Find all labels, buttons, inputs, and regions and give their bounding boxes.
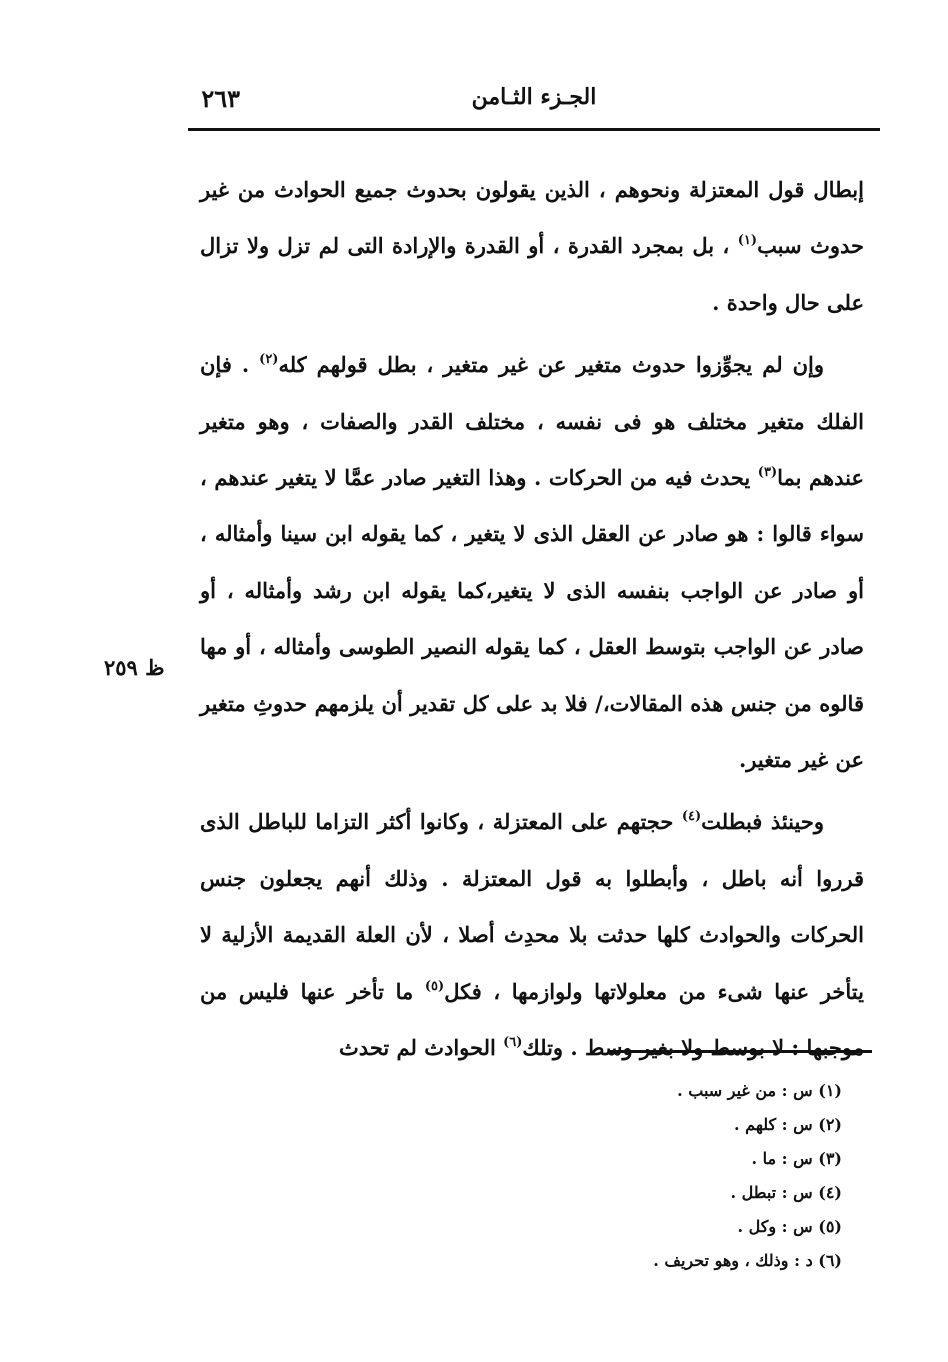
- running-title: الجـزء الثـامن: [471, 84, 597, 110]
- footnote-5: (٥) س : وكل .: [737, 1217, 842, 1236]
- text-run: ، بل بمجرد القدرة ، أو القدرة والإرادة التى لم تزل ولا تزال على حال واحدة .: [200, 233, 864, 315]
- footnote-ref-5: (٥): [424, 978, 445, 994]
- footnote-ref-2: (٢): [259, 352, 279, 368]
- footnote-ref-1: (١): [737, 233, 758, 249]
- text-run: . فإن الفلك متغير مختلف هو فى نفسه ، مختلف القدر والصفات ، وهو متغير عندهم بما: [200, 352, 864, 491]
- paragraph-1: [200, 162, 864, 331]
- footnote-ref-3: (٣): [757, 465, 778, 481]
- footnote-ref-6: (٦): [503, 1035, 523, 1051]
- footnote-ref-4: (٤): [681, 809, 702, 825]
- text-run: وإن لم يجوِّزوا حدوث متغير عن غير متغير ، بطل قولهم كله: [278, 352, 824, 378]
- paragraph-2: [200, 337, 864, 788]
- footnote-rule: [608, 1050, 872, 1053]
- paragraph-3: [200, 794, 864, 1076]
- header-rule: [188, 128, 880, 131]
- text-run: يحدث فيه من الحركات . وهذا التغير صادر عمَّا لا يتغير عندهم ، سواء قالوا : هو صادر عن العقل الذى لا يتغير ، كما يقوله ابن سينا وأمثاله ، أو صادر عن الواجب بنفسه الذى لا يتغير،كما يقوله ابن رشد وأمثاله ، أو صادر عن الواجب بتوسط العقل ، كما يقوله النصير الطوسى وأمثاله ، أو مها قالوه من جنس هذه المقالات،/ فلا بد على كل تقدير أن يلزمهم حدوثِ متغير عن غير متغير.: [200, 465, 864, 773]
- footnote-6: (٦) د : وذلك ، وهو تحريف .: [653, 1251, 842, 1270]
- page-number: ٢٦٣: [201, 84, 240, 113]
- footnote-4: (٤) س : تبطل .: [730, 1183, 842, 1202]
- text-run: إبطال قول المعتزلة ونحوهم ، الذين يقولون بحدوث جميع الحوادث من غير حدوث سبب: [200, 177, 864, 259]
- text-run: وحينئذ فبطلت: [701, 809, 824, 835]
- page-header: [188, 84, 880, 120]
- footnotes: [520, 1074, 842, 1278]
- footnote-2: (٢) س : كلهم .: [734, 1115, 842, 1134]
- manuscript-margin-note: ظ ٢٥٩: [104, 655, 165, 680]
- text-run: الحوادث لم تحدث: [339, 1035, 504, 1061]
- text-run: حجتهم على المعتزلة ، وكانوا أكثر التزاما للباطل الذى قرروا أنه باطل ، وأبطلوا به قول المعتزلة . وذلك أنهم يجعلون جنس الحركات والحوادث كلها حدثت بلا محدِث أصلا ، لأن العلة القديمة الأزلية لا يتأخر عنها شىء من معلولاتها ولوازمها ، فكل: [200, 809, 864, 1004]
- footnote-3: (٣) س : ما .: [751, 1149, 842, 1168]
- body-text: [200, 162, 864, 1077]
- footnote-1: (١) س : من غير سبب .: [677, 1081, 842, 1100]
- text-run: ما تأخر عنها فليس من موجبها : لا بوسط ولا بغير وسط . وتلك: [200, 978, 864, 1061]
